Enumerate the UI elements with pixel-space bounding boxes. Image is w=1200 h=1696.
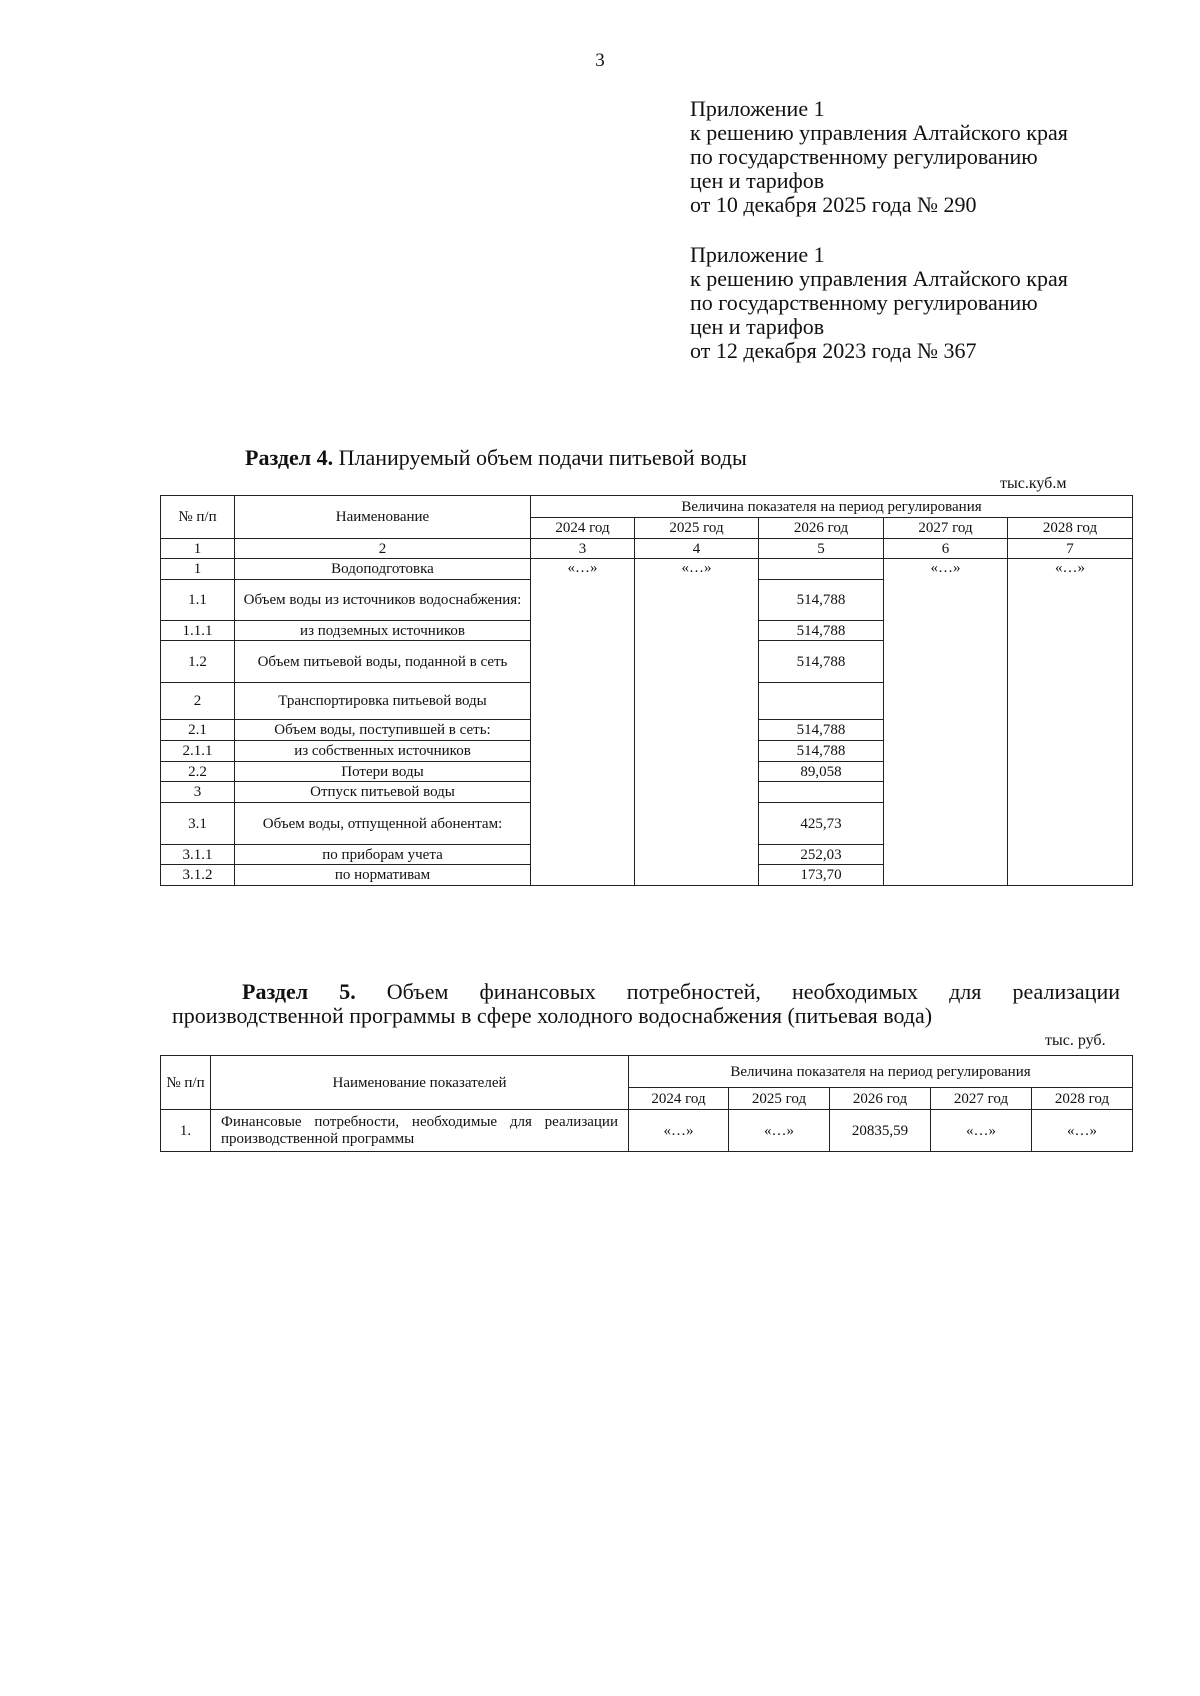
annex-line: Приложение 1 [690, 96, 825, 121]
annex-line: по государственному регулированию [690, 144, 1038, 169]
value-2026: 514,788 [759, 741, 884, 762]
annex-line: Приложение 1 [690, 242, 825, 267]
table-row-name: по нормативам [235, 865, 531, 886]
value-2026: 514,788 [759, 720, 884, 741]
header-year: 2027 год [884, 518, 1008, 539]
table-row-name: из собственных источников [235, 741, 531, 762]
section5-unit: тыс. руб. [1045, 1032, 1106, 1049]
table-row-name: Объем воды, отпущенной абонентам: [235, 803, 531, 845]
table-row-no: 3.1.2 [161, 865, 235, 886]
table-row-name: Потери воды [235, 762, 531, 782]
header-year: 2028 год [1008, 518, 1133, 539]
table-row-name: Транспортировка питьевой воды [235, 683, 531, 720]
ellipsis-value: «…» [930, 560, 961, 576]
ellipsis-value: «…» [1055, 560, 1085, 576]
col-number: 5 [759, 539, 884, 559]
header-name: Наименование показателей [211, 1056, 629, 1110]
section4-unit: тыс.куб.м [1000, 475, 1067, 492]
header-no: № п/п [161, 496, 235, 539]
header-year: 2027 год [931, 1088, 1032, 1110]
ellipsis-value: «…» [567, 560, 598, 576]
header-year: 2028 год [1032, 1088, 1133, 1110]
table-row-name: Объем воды, поступившей в сеть: [235, 720, 531, 741]
col-number: 3 [531, 539, 635, 559]
table-row-no: 2.2 [161, 762, 235, 782]
table-row-name: Объем воды из источников водоснабжения: [235, 580, 531, 621]
table-row-no: 2.1 [161, 720, 235, 741]
section5-title-bold: Раздел 5. [242, 979, 356, 1004]
value-2026: 514,788 [759, 621, 884, 641]
value-2027: «…» [931, 1110, 1032, 1152]
table-row-no: 3.1 [161, 803, 235, 845]
value-2025: «…» [729, 1110, 830, 1152]
ellipsis-2024 [531, 559, 635, 886]
header-period: Величина показателя на период регулирования [531, 496, 1133, 518]
table-row-name: Водоподготовка [235, 559, 531, 580]
ellipsis-2025 [635, 559, 759, 886]
section5-title-line1: Объем финансовых потребностей, необходимых для реализации [355, 979, 1120, 1004]
section4-table [160, 495, 1133, 886]
section5-table [160, 1055, 1133, 1152]
table-row-name: Объем питьевой воды, поданной в сеть [235, 641, 531, 683]
annex-line: от 12 декабря 2023 года № 367 [690, 338, 977, 363]
section4-title-bold: Раздел 4. [245, 445, 334, 470]
table-row-no: 1.2 [161, 641, 235, 683]
table-row-name: по приборам учета [235, 845, 531, 865]
annex-line: к решению управления Алтайского края [690, 266, 1068, 291]
table-row-no: 3 [161, 782, 235, 803]
header-period: Величина показателя на период регулирования [629, 1056, 1133, 1088]
header-year: 2026 год [759, 518, 884, 539]
annex-line: к решению управления Алтайского края [690, 120, 1068, 145]
value-2026 [759, 782, 884, 803]
value-2026: 20835,59 [830, 1110, 931, 1152]
annex-line: по государственному регулированию [690, 290, 1038, 315]
table-row-name: из подземных источников [235, 621, 531, 641]
table-row-name: Отпуск питьевой воды [235, 782, 531, 803]
table-row-no: 2 [161, 683, 235, 720]
col-number: 4 [635, 539, 759, 559]
header-year: 2025 год [635, 518, 759, 539]
value-2026: 514,788 [759, 580, 884, 621]
col-number: 6 [884, 539, 1008, 559]
page-number: 3 [595, 50, 605, 71]
ellipsis-2027 [884, 559, 1008, 886]
table-row-no: 2.1.1 [161, 741, 235, 762]
value-2026: 425,73 [759, 803, 884, 845]
annex-header-old [690, 243, 1068, 363]
annex-line: от 10 декабря 2025 года № 290 [690, 192, 977, 217]
ellipsis-value: «…» [681, 560, 712, 576]
header-name: Наименование [235, 496, 531, 539]
value-2026: 173,70 [759, 865, 884, 886]
annex-line: цен и тарифов [690, 314, 825, 339]
table-row-no: 1 [161, 559, 235, 580]
ellipsis-2028 [1008, 559, 1133, 886]
col-number: 7 [1008, 539, 1133, 559]
col-number: 1 [161, 539, 235, 559]
header-no: № п/п [161, 1056, 211, 1110]
table-row-no: 1. [161, 1110, 211, 1152]
section5-title-line2: производственной программы в сфере холодного водоснабжения (питьевая вода) [172, 1003, 933, 1028]
value-2024: «…» [629, 1110, 729, 1152]
col-number: 2 [235, 539, 531, 559]
value-2026: 514,788 [759, 641, 884, 683]
table-row-no: 1.1.1 [161, 621, 235, 641]
header-year: 2025 год [729, 1088, 830, 1110]
section4-title [245, 445, 747, 471]
table-row-name: Финансовые потребности, необходимые для реализации производственной программы [211, 1110, 629, 1152]
value-2028: «…» [1032, 1110, 1133, 1152]
header-year: 2024 год [629, 1088, 729, 1110]
annex-header-new [690, 97, 1068, 217]
value-2026: 252,03 [759, 845, 884, 865]
table-row-no: 3.1.1 [161, 845, 235, 865]
section5-title [172, 980, 1120, 1028]
annex-line: цен и тарифов [690, 168, 825, 193]
value-2026 [759, 559, 884, 580]
header-year: 2024 год [531, 518, 635, 539]
value-2026: 89,058 [759, 762, 884, 782]
section4-title-text: Планируемый объем подачи питьевой воды [333, 445, 747, 470]
header-year: 2026 год [830, 1088, 931, 1110]
table-row-no: 1.1 [161, 580, 235, 621]
value-2026 [759, 683, 884, 720]
